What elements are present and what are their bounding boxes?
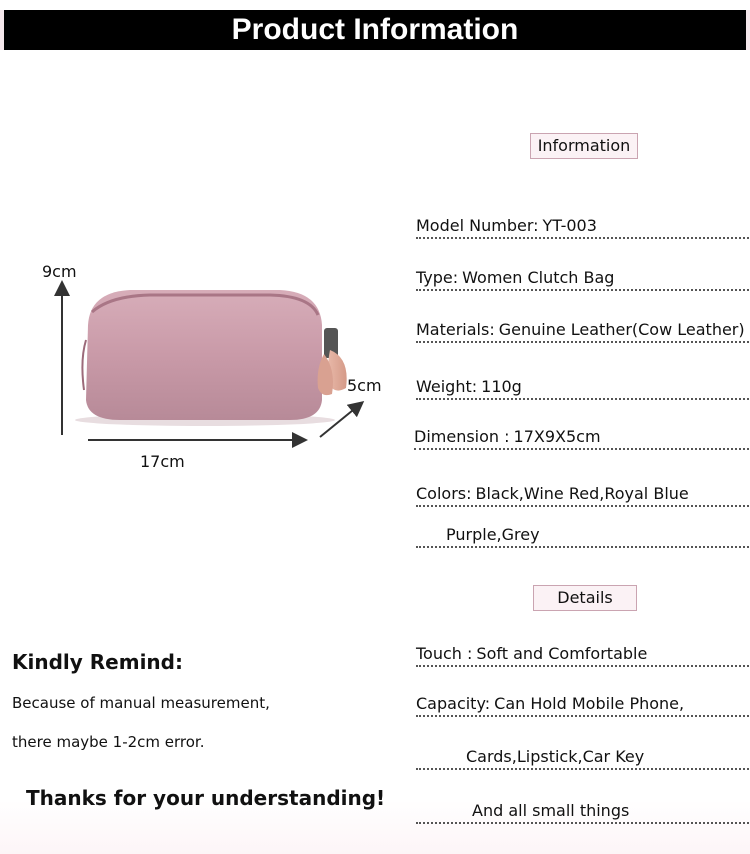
spec-row-weight bbox=[416, 377, 749, 400]
spec-label: Model Number: bbox=[416, 216, 539, 235]
remind-title: Kindly Remind: bbox=[12, 650, 183, 674]
spec-row-type bbox=[416, 268, 749, 291]
remind-line-2: there maybe 1-2cm error. bbox=[12, 733, 205, 751]
depth-label: 5cm bbox=[347, 376, 382, 395]
details-tag: Details bbox=[533, 585, 637, 611]
height-label: 9cm bbox=[42, 262, 77, 281]
title-bar bbox=[0, 10, 750, 50]
spec-value: 110g bbox=[481, 377, 522, 396]
detail-row-touch bbox=[416, 644, 749, 667]
detail-row-capacity bbox=[416, 694, 749, 717]
detail-value: Cards,Lipstick,Car Key bbox=[466, 747, 645, 766]
spec-value: 17X9X5cm bbox=[513, 427, 601, 446]
spec-label: Weight: bbox=[416, 377, 478, 396]
detail-value: Soft and Comfortable bbox=[476, 644, 648, 663]
spec-value: Purple,Grey bbox=[446, 525, 540, 544]
spec-row-dimension bbox=[414, 427, 749, 450]
spec-row-colors bbox=[416, 484, 749, 507]
spec-label: Dimension : bbox=[414, 427, 510, 446]
spec-row-model bbox=[416, 216, 749, 239]
detail-label: Capacity: bbox=[416, 694, 491, 713]
thanks-text: Thanks for your understanding! bbox=[26, 786, 386, 810]
spec-row-materials bbox=[416, 320, 749, 343]
detail-value: Can Hold Mobile Phone, bbox=[494, 694, 685, 713]
spec-value: Genuine Leather(Cow Leather) bbox=[498, 320, 745, 339]
detail-row-capacity-cont2 bbox=[416, 801, 749, 824]
product-image bbox=[40, 270, 380, 450]
detail-row-capacity-cont bbox=[416, 747, 749, 770]
width-label: 17cm bbox=[140, 452, 185, 471]
title-edge-left bbox=[0, 10, 4, 50]
detail-value: And all small things bbox=[472, 801, 630, 820]
title-edge-right bbox=[746, 10, 750, 50]
detail-label: Touch : bbox=[416, 644, 473, 663]
spec-label: Materials: bbox=[416, 320, 495, 339]
spec-value: YT-003 bbox=[542, 216, 597, 235]
remind-line-1: Because of manual measurement, bbox=[12, 694, 270, 712]
information-tag: Information bbox=[530, 133, 638, 159]
page-title: Product Information bbox=[0, 10, 750, 50]
spec-row-colors-cont bbox=[416, 525, 749, 548]
spec-value: Black,Wine Red,Royal Blue bbox=[475, 484, 689, 503]
bag-body bbox=[86, 290, 322, 420]
spec-value: Women Clutch Bag bbox=[462, 268, 615, 287]
spec-label: Colors: bbox=[416, 484, 472, 503]
spec-label: Type: bbox=[416, 268, 459, 287]
